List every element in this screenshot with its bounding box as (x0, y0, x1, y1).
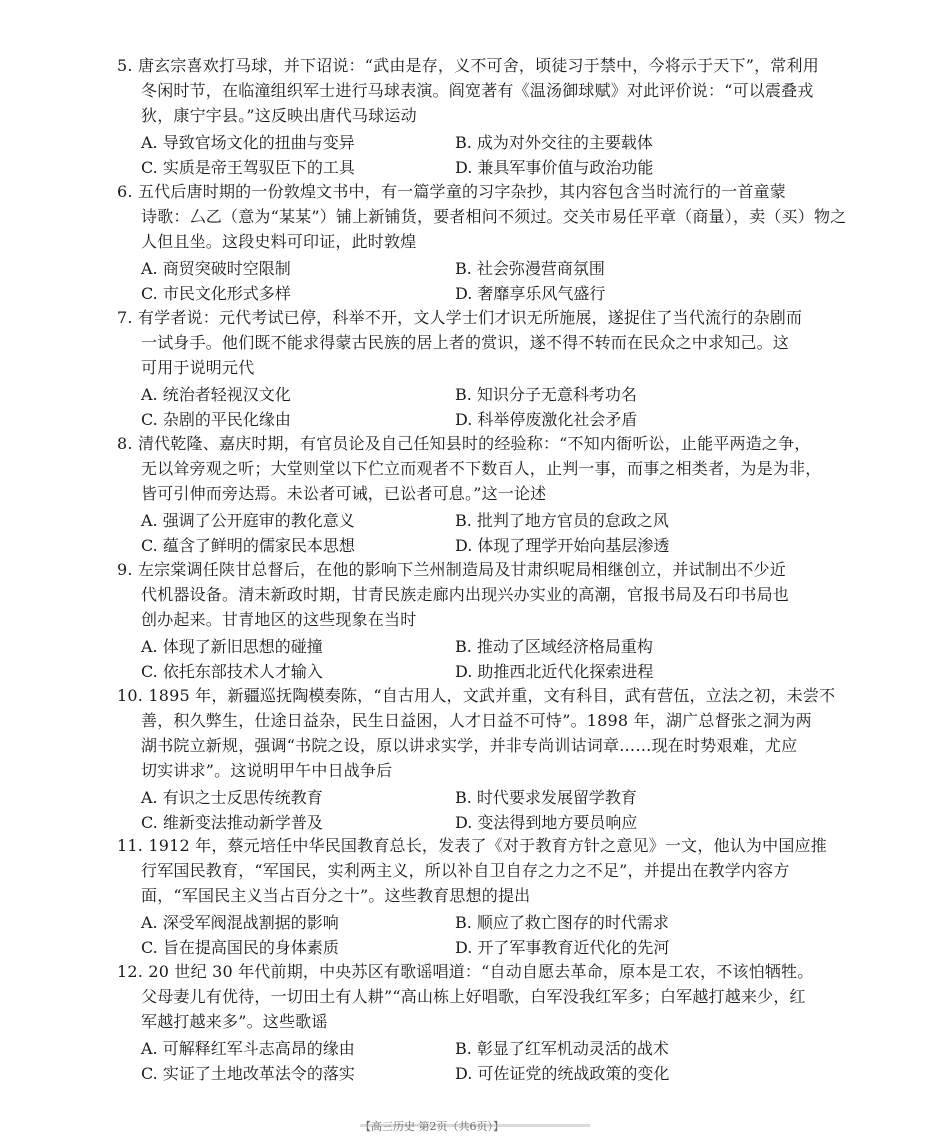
option-b: B. 批判了地方官员的怠政之风 (455, 511, 669, 530)
question-text-line: 7. 有学者说：元代考试已停，科举不开，文人学士们才识无所施展，遂捉住了当代流行的杂剧而 (117, 308, 803, 327)
option-b: B. 彰显了红军机动灵活的战术 (455, 1039, 669, 1058)
page-footer (360, 1120, 590, 1134)
option-c: C. 维新变法推动新学普及 (141, 813, 323, 832)
question-text-line: 9. 左宗棠调任陕甘总督后，在他的影响下兰州制造局及甘肃织呢局相继创立，并试制出不少近 (117, 560, 786, 579)
option-c: C. 市民文化形式多样 (141, 284, 291, 303)
option-a: A. 深受军阀混战割据的影响 (141, 913, 339, 932)
question-text-line: 行军国民教育，“军国民，实利两主义，所以补自卫自存之力之不足”，并提出在教学内容方 (141, 861, 790, 880)
option-b: B. 知识分子无意科考功名 (455, 385, 637, 404)
question-text-line: 12. 20 世纪 30 年代前期，中央苏区有歌谣唱道：“自动自愿去革命，原本是工农，不该怕牺牲。 (117, 962, 814, 981)
question-text-line: 冬闲时节，在临潼组织军士进行马球表演。阎宽著有《温汤御球赋》对此评价说：“可以震叠戎 (141, 81, 814, 100)
option-c: C. 旨在提高国民的身体素质 (141, 938, 339, 957)
option-d: D. 体现了理学开始向基层渗透 (455, 536, 670, 555)
question-text-line: 军越打越来多”。这些歌谣 (141, 1012, 328, 1031)
option-b: B. 时代要求发展留学教育 (455, 788, 637, 807)
option-c: C. 实证了土地改革法令的落实 (141, 1064, 355, 1083)
question-text-line: 皆可引伸而旁达焉。未讼者可诫，已讼者可息。”这一论述 (141, 484, 547, 503)
question-text-line: 5. 唐玄宗喜欢打马球，并下诏说：“武由是存，义不可舍，顷徒习于禁中，今将示于天下”，常利用 (117, 56, 819, 75)
option-b: B. 成为对外交往的主要载体 (455, 133, 653, 152)
option-d: D. 开了军事教育近代化的先河 (455, 938, 670, 957)
footer-label: 【高三历史 第2页（共6页）】 (360, 1120, 504, 1133)
option-a: A. 可解释红军斗志高昂的缘由 (141, 1039, 355, 1058)
question-text-line: 创办起来。甘青地区的这些现象在当时 (141, 610, 417, 629)
question-text-line: 面，“军国民主义当占百分之十”。这些教育思想的提出 (141, 886, 531, 905)
option-c: C. 蕴含了鲜明的儒家民本思想 (141, 536, 355, 555)
question-text-line: 人但且坐。这段史料可印证，此时敦煌 (141, 232, 417, 251)
question-text-line: 湖书院立新规，强调“书院之设，原以讲求实学，并非专尚训诂词章……现在时势艰难，尤应 (141, 736, 798, 755)
option-d: D. 助推西北近代化探索进程 (455, 662, 654, 681)
option-a: A. 体现了新旧思想的碰撞 (141, 637, 323, 656)
option-c: C. 依托东部技术人才输入 (141, 662, 323, 681)
question-text-line: 狄，康宁宇县。”这反映出唐代马球运动 (141, 106, 417, 125)
option-c: C. 实质是帝王驾驭臣下的工具 (141, 158, 355, 177)
question-text-line: 10. 1895 年，新疆巡抚陶模奏陈，“自古用人，文武并重，文有科目，武有营伍，立法之初，未尝不 (117, 686, 836, 705)
question-text-line: 8. 清代乾隆、嘉庆时期，有官员论及自己任知县时的经验称：“不知内衙听讼，止能平两造之争， (117, 434, 811, 453)
question-text-line: 无以耸旁观之听；大堂则堂以下伫立而观者不下数百人，止判一事，而事之相类者，为是为非， (141, 459, 822, 478)
option-d: D. 变法得到地方要员响应 (455, 813, 638, 832)
question-text-line: 可用于说明元代 (141, 358, 255, 377)
question-text-line: 6. 五代后唐时期的一份敦煌文书中，有一篇学童的习字杂抄，其内容包含当时流行的一首童蒙 (117, 182, 786, 201)
option-a: A. 导致官场文化的扭曲与变异 (141, 133, 355, 152)
question-text-line: 善，积久弊生，仕途日益杂，民生日益困，人才日益不可恃”。1898 年，湖广总督张之洞为两 (141, 711, 812, 730)
question-text-line: 父母妻儿有优待，一切田土有人耕”“高山栋上好唱歌，白军没我红军多；白军越打越来少，红 (141, 987, 806, 1006)
question-text-line: 代机器设备。清末新政时期，甘青民族走廊内出现兴办实业的高潮，官报书局及石印书局也 (141, 585, 790, 604)
option-a: A. 统治者轻视汉文化 (141, 385, 291, 404)
option-b: B. 顺应了救亡图存的时代需求 (455, 913, 669, 932)
question-text-line: 一试身手。他们既不能求得蒙古民族的居上者的赏识，遂不得不转而在民众之中求知己。这 (141, 333, 790, 352)
option-b: B. 社会弥漫营商氛围 (455, 259, 605, 278)
option-b: B. 推动了区域经济格局重构 (455, 637, 653, 656)
question-text-line: 诗歌：厶乙（意为“某某”）铺上新铺货，要者相问不须过。交关市易任平章（商量），卖（买）物之 (141, 207, 847, 226)
option-d: D. 可佐证党的统战政策的变化 (455, 1064, 670, 1083)
option-a: A. 商贸突破时空限制 (141, 259, 291, 278)
option-d: D. 科举停废激化社会矛盾 (455, 410, 638, 429)
option-d: D. 兼具军事价值与政治功能 (455, 158, 654, 177)
option-d: D. 奢靡享乐风气盛行 (455, 284, 606, 303)
question-text-line: 切实讲求”。这说明甲午中日战争后 (141, 761, 393, 780)
option-a: A. 强调了公开庭审的教化意义 (141, 511, 355, 530)
option-a: A. 有识之士反思传统教育 (141, 788, 323, 807)
option-c: C. 杂剧的平民化缘由 (141, 410, 291, 429)
question-text-line: 11. 1912 年，蔡元培任中华民国教育总长，发表了《对于教育方针之意见》一文，他认为中国应推 (117, 836, 827, 855)
